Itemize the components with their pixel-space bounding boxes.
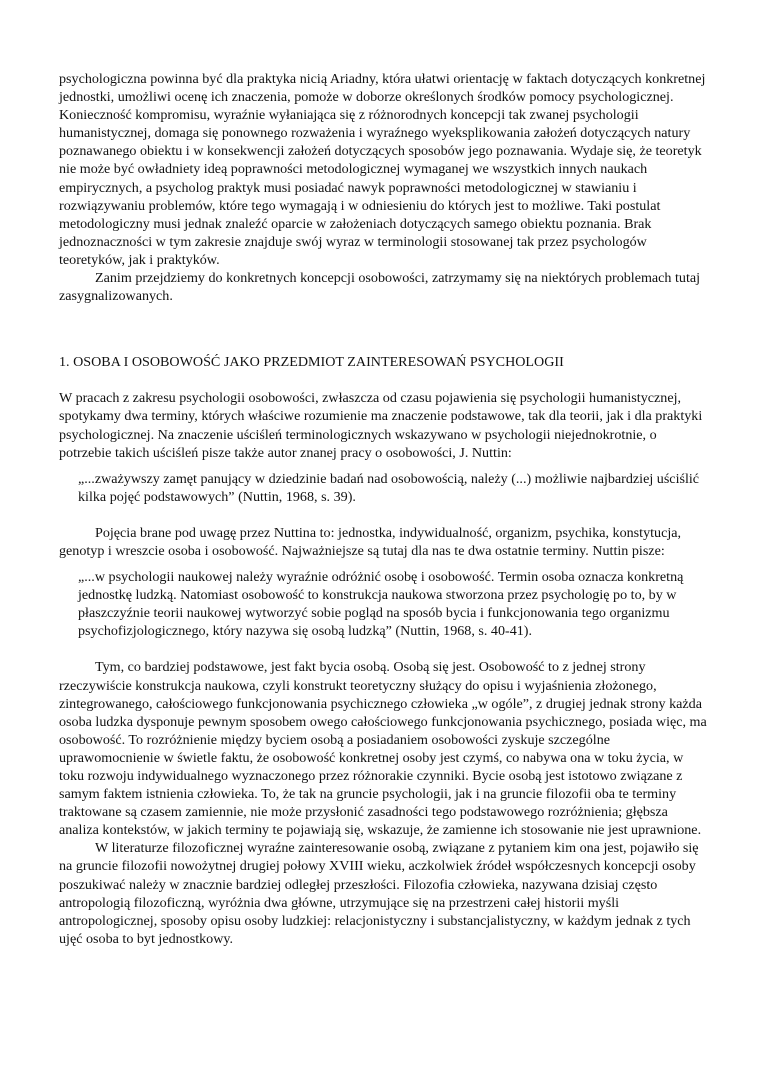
paragraph-transition: Zanim przejdziemy do konkretnych koncepcji osobowości, zatrzymamy się na niektórych problemach tutaj zasygnalizowanych. xyxy=(59,270,701,305)
paragraph-intro: psychologiczna powinna być dla praktyka nicią Ariadny, która ułatwi orientację w faktach dotyczących konkretnej jednostki, umożliwi ocenę ich znaczenia, pomoże w doborze określonych środków pomocy psychologicznej. Konieczność kompromisu, wyraźnie wyłaniająca się z różnorodnych koncepcji tak zwanej psychologii humanistycznej, domaga się ponownego rozważenia i wyraźnego wyeksplikowania założeń dotyczących natury poznawanego obiektu i w konsekwencji założeń dotyczących sposobów jego poznawania. Wydaje się, że teoretyk nie może być owładniety ideą poprawności metodologicznej wymaganej we wszystkich innych naukach empirycznych, a psycholog praktyk musi posiadać nawyk poprawności metodologicznej w stawianiu i rozwiązywaniu problemów, które tego wymagają i w odniesieniu do których jest to możliwe. Taki postulat metodologiczny musi jednak znaleźć oparcie w założeniach dotyczących samego obiektu poznania. Brak jednoznaczności w tym zakresie znajduje swój wyraz w terminologii stosowanej tak przez psychologów teoretyków, jak i praktyków. xyxy=(59,71,706,268)
block-quote-nuttin-1: „...zważywszy zamęt panujący w dziedzinie badań nad osobowością, należy (...) możliwie najbardziej uściślić kilka pojęć podstawowych” (Nuttin, 1968, s. 39). xyxy=(78,470,700,505)
section-heading: 1. OSOBA I OSOBOWOŚĆ JAKO PRZEDMIOT ZAINTERESOWAŃ PSYCHOLOGII xyxy=(59,354,564,371)
paragraph-terminology: W pracach z zakresu psychologii osobowości, zwłaszcza od czasu pojawienia się psychologii humanistycznej, spotykamy dwa terminy, których właściwe rozumienie ma znaczenie podstawowe, tak dla teorii, jak i dla praktyki psychologicznej. Na znaczenie uściśleń terminologicznych wskazywano w psychologii niejednokrotnie, o potrzebie takich uściśleń pisze także autor znanej pracy o osobowości, J. Nuttin: xyxy=(59,390,703,461)
document-page xyxy=(59,70,709,948)
paragraph-being-person: Tym, co bardziej podstawowe, jest fakt bycia osobą. Osobą się jest. Osobowość to z jednej strony rzeczywiście konstrukcja naukowa, czyli konstrukt teoretyczny służący do opisu i wyjaśnienia złożonego, zintegrowanego, całościowego funkcjonowania psychicznego człowieka „w ogóle”, z drugiej jednak strony każda osoba ludzka dysponuje pewnym sposobem owego całościowego funkcjonowania psychicznego, posiada więc, ma osobowość. To rozróżnienie między byciem osobą a posiadaniem osobowości zyskuje szczególne uprawomocnienie w świetle faktu, że osobowość konkretnej osoby jest czymś, co nabywa ona w toku życia, w toku rozwoju indywidualnego wyznaczonego przez różnorakie czynniki. Bycie osobą jest istotowo związane z samym faktem istnienia człowieka. To, że tak na gruncie psychologii, jak i na gruncie filozofii oba te terminy traktowane są czasem zamiennie, nie może przysłonić zasadności tego podstawowego rozróżnienia; głębsza analiza kontekstów, w jakich terminy te pojawiają się, wskazuje, że zamienne ich stosowanie nie jest uprawnione. xyxy=(59,659,707,839)
paragraph-philosophy: W literaturze filozoficznej wyraźne zainteresowanie osobą, związane z pytaniem kim ona jest, pojawiło się na gruncie filozofii nowożytnej drugiej połowy XVIII wieku, aczkolwiek źródeł współczesnych koncepcji osoby poszukiwać należy w znacznie bardziej odległej przeszłości. Filozofia człowieka, nazywana dzisiaj często antropologią filozoficzną, wyróżnia dwa główne, utrzymujące się na przestrzeni całej historii myśli antropologicznej, sposoby opisu osoby ludzkiej: relacjonistyczny i substancjalistyczny, w każdym jednak z tych ujęć osoba to byt jednostkowy. xyxy=(59,840,699,947)
paragraph-concepts: Pojęcia brane pod uwagę przez Nuttina to: jednostka, indywidualność, organizm, psychika, konstytucja, genotyp i wreszcie osoba i osobowość. Najważniejsze są tutaj dla nas te dwa ostatnie terminy. Nuttin pisze: xyxy=(59,524,682,559)
block-quote-nuttin-2: „...w psychologii naukowej należy wyraźnie odróżnić osobę i osobowość. Termin osoba oznacza konkretną jednostkę ludzką. Natomiast osobowość to konstrukcja naukowa stworzona przez psychologię po to, by w płaszczyźnie teorii naukowej wytworzyć sobie pogląd na sposób bycia i funkcjonowania tego organizmu psychofizjologicznego, który nazywa się osobą ludzką” (Nuttin, 1968, s. 40-41). xyxy=(78,569,684,640)
